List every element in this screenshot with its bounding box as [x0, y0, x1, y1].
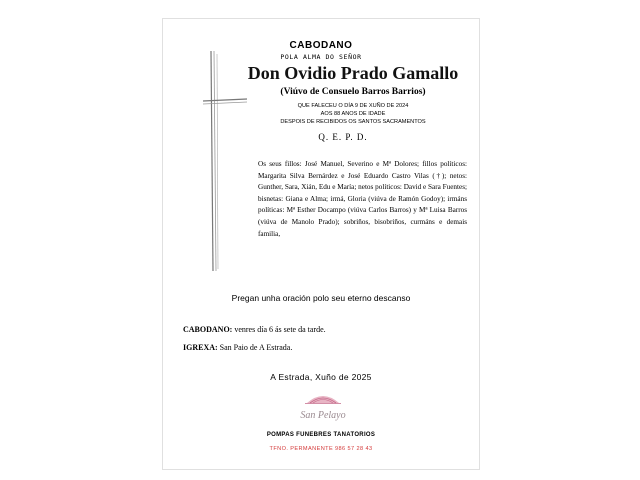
- header-soul-line: POLA ALMA DO SEÑOR: [280, 53, 362, 61]
- funeral-home-phone: TFNO. PERMANENTE 986 57 28 43: [269, 446, 373, 452]
- sacraments-line: DESPOIS DE RECIBIDOS OS SANTOS SACRAMENTOS: [280, 119, 426, 125]
- family-notice: Os seus fillos: José Manuel, Severino e Mª Dolores; fillos políticos: Margarita Silva Bernárdez e José Eduardo Castro Vilas (†); netos: Gunther, Sara, Xián, Edu e María; netos políticos: David e Sara Fuentes; bisnetas: Giana e Alma; irmá, Gloria (viúva de Ramón Godoy); irmáns políticas: Mª Esther Docampo (viúva Carlos Barros) y Mª Luisa Barros (viúva de Manolo Prado); sobriños, bisobriños, curmáns e demais familia,: [258, 160, 467, 238]
- service-cabodano: [183, 325, 463, 334]
- service-label: CABODANO:: [183, 325, 233, 334]
- service-text: venres día 6 ás sete da tarde.: [232, 325, 326, 334]
- service-label: IGREXA:: [183, 343, 218, 352]
- qepd: Q. E. P. D.: [318, 132, 368, 142]
- svg-text:San Pelayo: San Pelayo: [300, 410, 346, 421]
- service-text: San Paio de A Estrada.: [217, 343, 293, 352]
- funeral-home-logo: [293, 391, 353, 425]
- death-date: QUE FALECEU O DÍA 9 DE XUÑO DE 2024: [297, 103, 409, 109]
- widower-line: (Viúvo de Consuelo Barros Barrios): [280, 87, 426, 97]
- service-church: [183, 343, 463, 352]
- signoff: A Estrada, Xuño de 2025: [270, 372, 372, 382]
- header-place: CABODANO: [289, 40, 353, 51]
- age-line: AOS 88 ANOS DE IDADE: [320, 111, 386, 117]
- obituary-notice: [162, 18, 480, 470]
- prayer-line: Pregan unha oración polo seu eterno descanso: [231, 293, 411, 303]
- death-details: [233, 102, 473, 126]
- deceased-name: Don Ovidio Prado Gamallo: [247, 63, 459, 83]
- funeral-home-name: POMPAS FUNEBRES TANATORIOS: [266, 432, 376, 438]
